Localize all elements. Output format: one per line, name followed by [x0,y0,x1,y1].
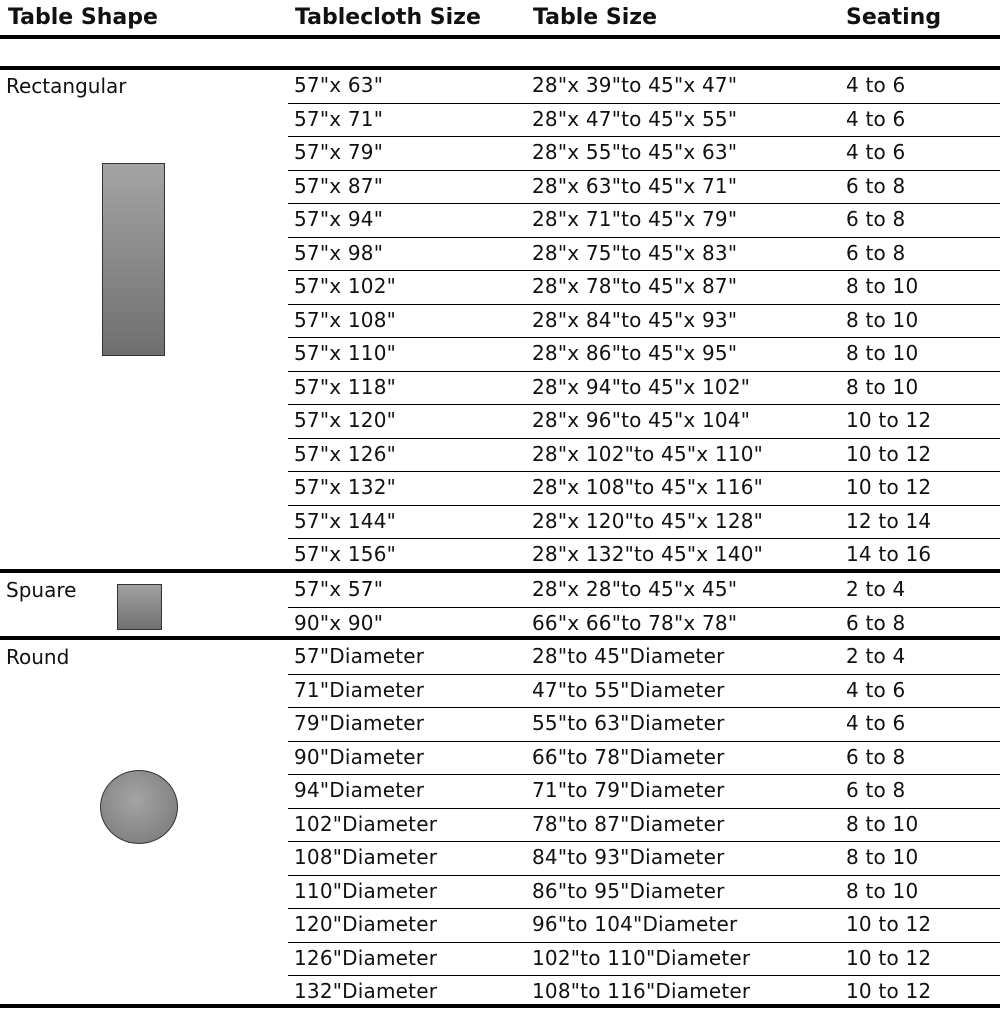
tablecloth-size-cell: 57"x 79" [294,140,384,164]
tablecloth-size-cell: 102"Diameter [294,812,438,836]
section-divider [0,1004,1000,1008]
table-size-cell: 28"x 120"to 45"x 128" [532,509,764,533]
tablecloth-size-cell: 57"x 132" [294,475,397,499]
tablecloth-size-cell: 57"x 63" [294,73,384,97]
seating-cell: 8 to 10 [846,341,919,365]
seating-cell: 6 to 8 [846,745,906,769]
round-shape-icon [100,770,178,844]
seating-cell: 6 to 8 [846,241,906,265]
tablecloth-size-cell: 57"x 126" [294,442,397,466]
table-size-cell: 28"x 39"to 45"x 47" [532,73,738,97]
tablecloth-size-cell: 57"x 120" [294,408,397,432]
table-size-cell: 47"to 55"Diameter [532,678,725,702]
seating-cell: 4 to 6 [846,140,906,164]
rectangle-shape-icon [102,163,165,356]
table-size-cell: 28"x 94"to 45"x 102" [532,375,751,399]
tablecloth-size-cell: 126"Diameter [294,946,438,970]
table-size-cell: 28"x 47"to 45"x 55" [532,107,738,131]
tablecloth-size-cell: 108"Diameter [294,845,438,869]
header-table-size: Table Size [533,5,657,30]
tablecloth-size-cell: 57"x 57" [294,577,384,601]
tablecloth-size-cell: 57"x 144" [294,509,397,533]
square-shape-icon [117,584,162,630]
table-size-cell: 28"x 28"to 45"x 45" [532,577,738,601]
shape-label-rectangular: Rectangular [6,74,127,98]
seating-cell: 8 to 10 [846,879,919,903]
shape-label-square: Spuare [6,578,77,602]
seating-cell: 10 to 12 [846,475,932,499]
tablecloth-size-cell: 57"x 102" [294,274,397,298]
seating-cell: 6 to 8 [846,207,906,231]
tablecloth-size-cell: 90"Diameter [294,745,425,769]
table-size-cell: 28"to 45"Diameter [532,644,725,668]
header-tablecloth-size: Tablecloth Size [295,5,481,30]
seating-cell: 6 to 8 [846,778,906,802]
table-size-cell: 28"x 96"to 45"x 104" [532,408,751,432]
tablecloth-size-cell: 57"x 110" [294,341,397,365]
seating-cell: 4 to 6 [846,73,906,97]
tablecloth-size-cell: 57"x 118" [294,375,397,399]
table-size-cell: 28"x 75"to 45"x 83" [532,241,738,265]
table-size-cell: 28"x 102"to 45"x 110" [532,442,764,466]
seating-cell: 4 to 6 [846,107,906,131]
table-size-cell: 28"x 86"to 45"x 95" [532,341,738,365]
section-divider [0,66,1000,70]
seating-cell: 8 to 10 [846,845,919,869]
table-size-cell: 55"to 63"Diameter [532,711,725,735]
tablecloth-size-cell: 120"Diameter [294,912,438,936]
table-size-cell: 84"to 93"Diameter [532,845,725,869]
seating-cell: 10 to 12 [846,946,932,970]
tablecloth-size-cell: 57"x 108" [294,308,397,332]
seating-cell: 10 to 12 [846,979,932,1003]
tablecloth-size-cell: 57"x 94" [294,207,384,231]
seating-cell: 10 to 12 [846,442,932,466]
seating-cell: 6 to 8 [846,611,906,635]
header-seating: Seating [846,5,942,30]
table-size-cell: 28"x 55"to 45"x 63" [532,140,738,164]
tablecloth-size-cell: 71"Diameter [294,678,425,702]
section-divider [0,636,1000,640]
tablecloth-size-cell: 57"x 87" [294,174,384,198]
tablecloth-size-cell: 132"Diameter [294,979,438,1003]
shape-label-round: Round [6,645,70,669]
seating-cell: 8 to 10 [846,812,919,836]
table-size-cell: 66"x 66"to 78"x 78" [532,611,738,635]
seating-cell: 10 to 12 [846,408,932,432]
tablecloth-size-cell: 57"x 156" [294,542,397,566]
table-size-cell: 28"x 63"to 45"x 71" [532,174,738,198]
table-size-cell: 102"to 110"Diameter [532,946,751,970]
seating-cell: 4 to 6 [846,678,906,702]
tablecloth-size-cell: 57"x 98" [294,241,384,265]
seating-cell: 10 to 12 [846,912,932,936]
table-size-cell: 28"x 78"to 45"x 87" [532,274,738,298]
seating-cell: 2 to 4 [846,644,906,668]
seating-cell: 8 to 10 [846,308,919,332]
tablecloth-size-cell: 90"x 90" [294,611,384,635]
table-size-cell: 108"to 116"Diameter [532,979,751,1003]
table-size-cell: 28"x 71"to 45"x 79" [532,207,738,231]
tablecloth-size-cell: 57"Diameter [294,644,425,668]
section-divider [0,569,1000,573]
header-table-shape: Table Shape [8,5,158,30]
tablecloth-size-cell: 94"Diameter [294,778,425,802]
table-size-cell: 71"to 79"Diameter [532,778,725,802]
section-divider [0,35,1000,39]
table-size-cell: 28"x 132"to 45"x 140" [532,542,764,566]
tablecloth-size-cell: 79"Diameter [294,711,425,735]
table-size-cell: 66"to 78"Diameter [532,745,725,769]
seating-cell: 6 to 8 [846,174,906,198]
tablecloth-size-cell: 110"Diameter [294,879,438,903]
seating-cell: 8 to 10 [846,274,919,298]
table-size-cell: 86"to 95"Diameter [532,879,725,903]
table-size-cell: 28"x 84"to 45"x 93" [532,308,738,332]
table-size-cell: 28"x 108"to 45"x 116" [532,475,764,499]
table-size-cell: 96"to 104"Diameter [532,912,738,936]
table-size-cell: 78"to 87"Diameter [532,812,725,836]
seating-cell: 12 to 14 [846,509,932,533]
seating-cell: 4 to 6 [846,711,906,735]
seating-cell: 2 to 4 [846,577,906,601]
seating-cell: 14 to 16 [846,542,932,566]
seating-cell: 8 to 10 [846,375,919,399]
tablecloth-size-cell: 57"x 71" [294,107,384,131]
